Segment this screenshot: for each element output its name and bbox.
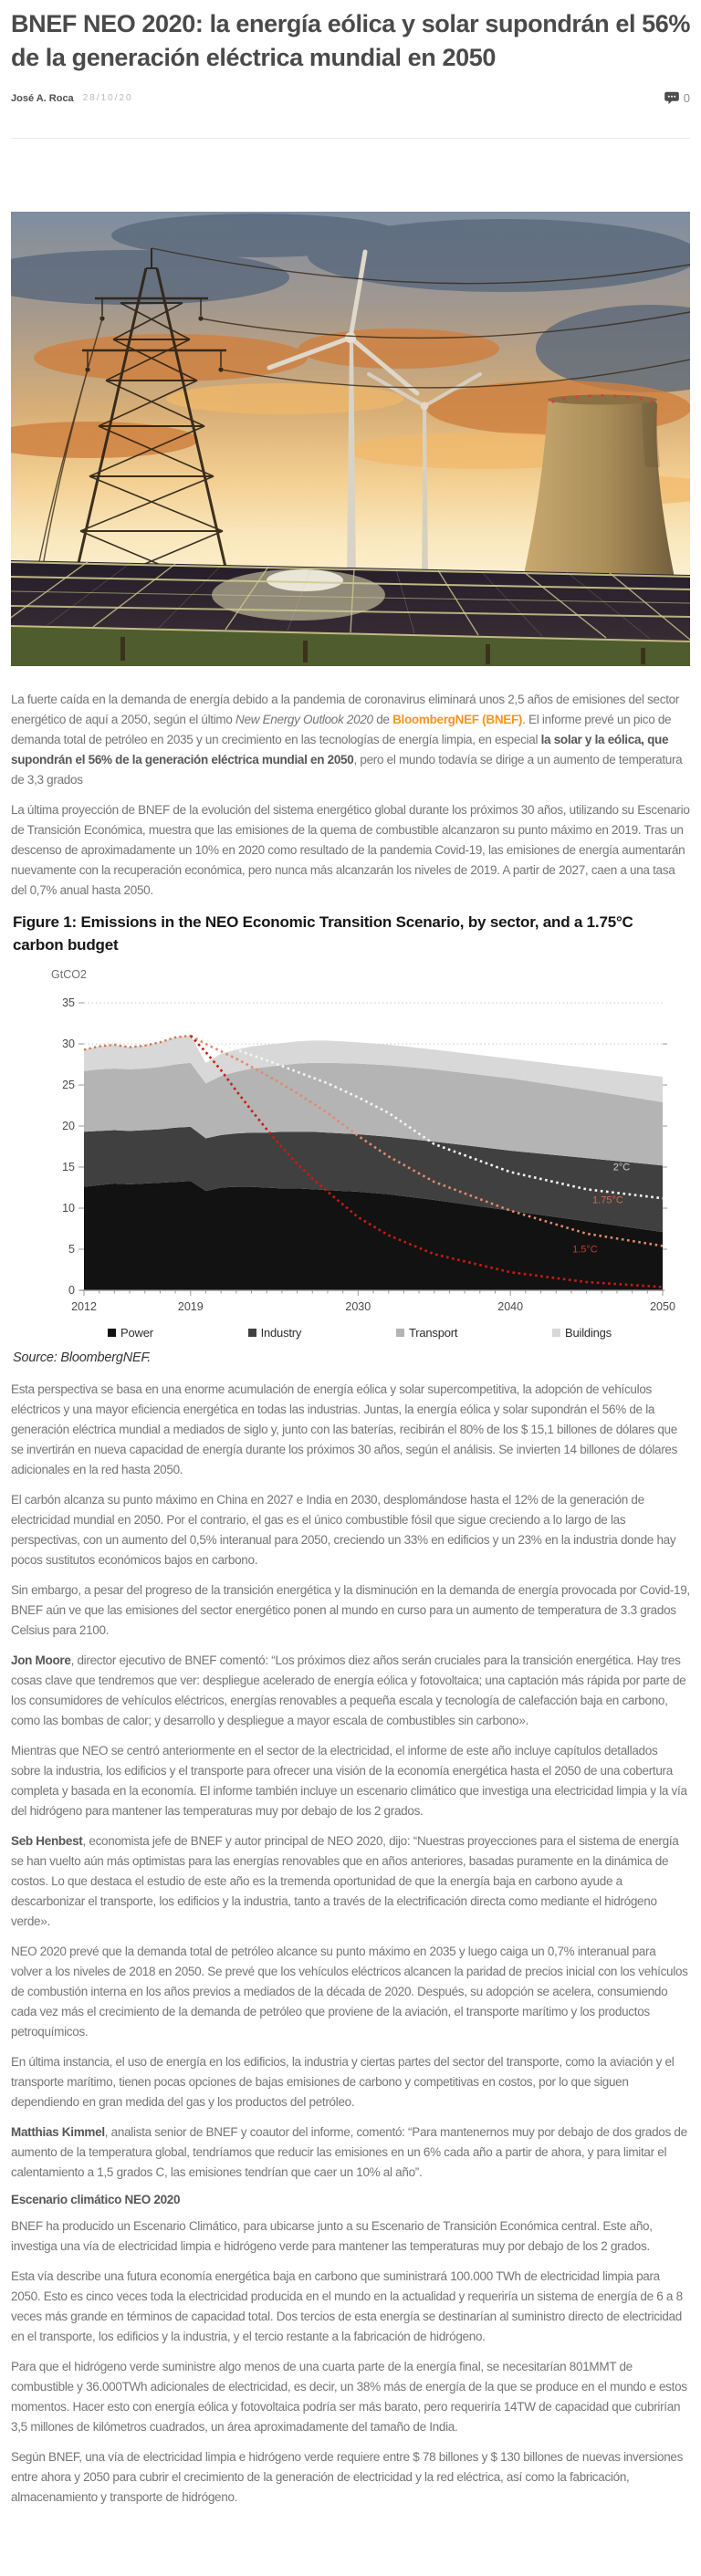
text-run: Mientras que NEO se centró anteriormente en el sector de la electricidad, el informe de este año incluye capítulos detallados sobre la industria, los edificios y el transporte para ofrecer una visión de la economía energética hasta el 2050 de una cobertura completa y basada en la economía. El informe también incluye un escenario climático que investiga una electricidad limpia y la vía del hidrógeno para mantener las temperaturas muy por debajo de los 2 grados. — [11, 1744, 687, 1818]
legend-swatch — [108, 1329, 116, 1337]
text-run: El carbón alcanza su punto máximo en China en 2027 e India en 2030, desplomándose hasta el 12% de la generación de electricidad mundial en 2050. Por el contrario, el gas es el único combustible fósil que sigue creciendo a lo largo de las perspectivas, con un aumento del 0,5% interanual para 2050, creciendo un 33% en edificios y un 23% en la industria donde hay pocos sustitutos económicos bajos en carbono. — [11, 1493, 676, 1567]
text-run: Jon Moore — [11, 1653, 71, 1667]
legend-item-buildings — [552, 1326, 612, 1340]
emissions-stacked-area-chart — [11, 964, 690, 1321]
chart-source: Source: BloombergNEF. — [13, 1351, 152, 1365]
comments-link[interactable] — [664, 91, 690, 105]
legend-swatch — [396, 1329, 404, 1337]
paragraph — [11, 1490, 690, 1570]
paragraph — [11, 1741, 690, 1821]
comments-count: 0 — [683, 91, 690, 105]
y-tick-label: 35 — [62, 996, 75, 1009]
text-run: New Energy Outlook 2020 — [235, 713, 373, 726]
byline — [11, 91, 690, 105]
text-run: La fuerte caída en la demanda de energía debido a la pandemia de coronavirus eliminará unos 2,5 años de emisiones del sector energético de aquí a 2050, según el último — [11, 693, 680, 726]
text-run: la solar y la eólica, que supondrán el 56% de la generación eléctrica mundial en 2050 — [11, 733, 669, 767]
x-tick-label: 2050 — [650, 1300, 675, 1313]
text-run: Esta vía describe una futura economía energética baja en carbono que suministrará 100.000 TWh de electricidad limpia para 2050. Esto es cinco veces toda la electricidad producida en el mundo en la actualidad y requeriría un sistema de energía de 6 a 8 veces más grande en términos de capacidad total. Dos tercios de esta energía se destinarían al suministro directo de electricidad en el transporte, los edificios y la industria, y el tercio restante a la fabricación de hidrógeno. — [11, 2269, 683, 2343]
paragraph — [11, 2122, 690, 2183]
paragraph — [11, 2216, 690, 2257]
text-run: Según BNEF, una vía de electricidad limpia e hidrógeno verde requiere entre $ 78 billones y $ 130 billones de nuevas inversiones entre ahora y 2050 para cubrir el crecimiento de la generación de electricidad y la red eléctrica, así como la fabricación, almacenamiento y transporte de hidrógeno. — [11, 2450, 684, 2504]
text-run: Matthias Kimmel — [11, 2125, 105, 2139]
figure-caption: Figure 1: Emissions in the NEO Economic Transition Scenario, by sector, and a 1.75°C carbon budget — [13, 913, 633, 954]
text-run: de — [372, 713, 393, 726]
paragraph — [11, 1831, 690, 1932]
text-run: BNEF ha producido un Escenario Climático, para ubicarse junto a su Escenario de Transición Económica central. Este año, investiga una vía de electricidad limpia e hidrógeno verde para mantener las temperaturas muy por debajo de los 2 grados. — [11, 2219, 653, 2253]
y-tick-label: 30 — [62, 1038, 75, 1050]
x-tick-label: 2012 — [71, 1300, 97, 1313]
y-tick-label: 5 — [68, 1243, 75, 1256]
text-run: Sin embargo, a pesar del progreso de la transición energética y la disminución en la demanda de energía provocada por Covid-19, BNEF aún ve que las emisiones del sector energético ponen al mundo en curso para un aumento de temperatura de 3.3 grados Celsius para 2100. — [11, 1583, 690, 1637]
paragraph — [11, 1380, 690, 1480]
bloombergnef-link[interactable]: BloombergNEF (BNEF) — [392, 713, 523, 726]
text-run: , director ejecutivo de BNEF comentó: “Los próximos diez años serán cruciales para la transición energética. Hay tres cosas clave que tendremos que ver: despliegue acelerado de energía eólica y fotovoltaica; una captación más rápida por parte de los consumidores de vehículos eléctricos, energías renovables a pequeña escala y tecnología de calefacción baja en carbono, como las bombas de calor; y desarrollo y despliegue a mayor escala de combustibles sin carbono». — [11, 1653, 686, 1727]
legend-label: Power — [120, 1326, 153, 1340]
budget-curve-label: 1.5°C — [572, 1244, 598, 1256]
legend-swatch — [248, 1329, 256, 1337]
article-climate-section — [11, 2216, 690, 2508]
divider — [11, 138, 690, 139]
page-title: BNEF NEO 2020: la energía eólica y solar supondrán el 56% de la generación eléctrica mundial en 2050 — [11, 10, 690, 71]
legend-label: Industry — [260, 1326, 302, 1340]
budget-curve-label: 1.75°C — [592, 1194, 623, 1206]
solar-panel-field — [11, 560, 690, 666]
y-axis-unit-label: GtCO2 — [51, 968, 87, 981]
x-tick-label: 2030 — [345, 1300, 371, 1313]
text-run: , economista jefe de BNEF y autor principal de NEO 2020, dijo: “Nuestras proyecciones para el sistema de energía se han vuelto aún más optimistas para las energías renovables que en años anteriores, basadas puramente en la dinámica de costos. Lo que destaca el estudio de este año es la tremenda oportunidad de que la energía baja en carbono ayude a descarbonizar el transporte, los edificios y la industria, tanto a través de la electrificación directa como mediante el hidrógeno verde». — [11, 1834, 679, 1928]
author-name[interactable]: José A. Roca — [11, 92, 74, 104]
x-tick-label: 2019 — [177, 1300, 204, 1313]
legend-item-industry — [248, 1326, 302, 1340]
article-body — [11, 1380, 690, 2183]
paragraph — [11, 2357, 690, 2437]
paragraph — [11, 2447, 690, 2508]
paragraph — [11, 2267, 690, 2347]
publish-date: 28/10/20 — [82, 93, 133, 103]
chart-legend — [11, 1326, 690, 1340]
hero-image — [11, 212, 690, 666]
paragraph — [11, 690, 690, 790]
legend-item-power — [108, 1326, 153, 1340]
paragraph — [11, 1942, 690, 2042]
budget-curve-label: 2°C — [612, 1162, 631, 1173]
text-run: Para que el hidrógeno verde suministre algo menos de una cuarta parte de la energía final, se necesitarían 801MMT de combustible y 36.000TWh adicionales de electricidad, es decir, un 38% más de energía de la que se produce en el mundo e estos momentos. Hacer esto con energía eólica y fotovoltaica podría ser más barato, pero requeriría 14TW de capacidad que cubrirían 3,5 millones de kilómetros cuadrados, un área aproximadamente del tamaño de India. — [11, 2360, 687, 2434]
text-run: NEO 2020 prevé que la demanda total de petróleo alcance su punto máximo en 2035 y luego caiga un 0,7% interanual para volver a los niveles de 2018 en 2050. Se prevé que los vehículos eléctricos alcancen la paridad de precios inicial con los vehículos de combustión interna en los años previos a mediados de la década de 2020. Después, su adopción se acelera, consumiendo cada vez más el crecimiento de la demanda de petróleo que proviene de la aviación, el transporte marítimo y los productos petroquímicos. — [11, 1945, 688, 2039]
y-tick-label: 25 — [62, 1079, 75, 1091]
text-run: , pero el mundo todavía se dirige a un aumento de temperatura de 3,3 grados — [11, 753, 683, 787]
x-tick-label: 2040 — [497, 1300, 524, 1313]
speech-bubble-icon — [664, 91, 679, 105]
text-run: Seb Henbest — [11, 1834, 83, 1848]
legend-label: Transport — [408, 1326, 458, 1340]
text-run: La última proyección de BNEF de la evolución del sistema energético global durante los próximos 30 años, utilizando su Escenario de Transición Económica, muestra que las emisiones de la quema de combustible alcanzaron su punto máximo en 2019. Tras un descenso de aproximadamente un 10% en 2020 como resultado de la pandemia Covid-19, las emisiones de energía aumentarán nuevamente con la recuperación económica, pero nunca más alcanzarán los niveles de 2019. A partir de 2027, caen a una tasa del 0,7% anual hasta 2050. — [11, 803, 690, 897]
legend-swatch — [552, 1329, 560, 1337]
y-tick-label: 20 — [62, 1120, 75, 1132]
paragraph — [11, 1580, 690, 1641]
text-run: . El informe prevé un pico de demanda total de petróleo en 2035 y un crecimiento en las tecnologías de energía limpia, en especial — [11, 713, 672, 746]
article-intro — [11, 690, 690, 901]
subheading-escenario-climatico: Escenario climático NEO 2020 — [11, 2193, 181, 2206]
paragraph — [11, 2052, 690, 2112]
y-tick-label: 15 — [62, 1161, 75, 1173]
y-tick-label: 10 — [62, 1202, 75, 1215]
legend-item-transport — [396, 1326, 457, 1340]
text-run: , analista senior de BNEF y coautor del informe, comentó: “Para mantenernos muy por debajo de dos grados de aumento de la temperatura global, tendríamos que reducir las emisiones en un 6% cada año a partir de ahora, y para limitar el calentamiento a 1,5 grados C, las emisiones tendrían que caer un 10% al año”. — [11, 2125, 687, 2179]
paragraph — [11, 800, 690, 901]
figure-1 — [11, 911, 690, 1365]
legend-label: Buildings — [565, 1326, 612, 1340]
paragraph — [11, 1651, 690, 1731]
text-run: Esta perspectiva se basa en una enorme acumulación de energía eólica y solar supercompetitiva, la adopción de vehículos eléctricos y una mayor eficiencia energética en todas las industrias. Juntas, la energía eólica y solar supondrán el 56% de la generación eléctrica mundial a mediados de siglo y, junto con las baterías, recibirán el 80% de los $ 15,1 billones de dólares que se invertirán en nueva capacidad de energía durante los próximos 30 años, según el análisis. Se invierten 14 billones de dólares adicionales en la red hasta 2050. — [11, 1382, 678, 1476]
text-run: En última instancia, el uso de energía en los edificios, la industria y ciertas partes del sector del transporte, como la aviación y el transporte marítimo, tienen pocas opciones de bajas emisiones de carbono y competitivas en costos, por lo que siguen dependiendo en gran medida del gas y los productos del petróleo. — [11, 2055, 675, 2109]
y-tick-label: 0 — [68, 1284, 75, 1297]
